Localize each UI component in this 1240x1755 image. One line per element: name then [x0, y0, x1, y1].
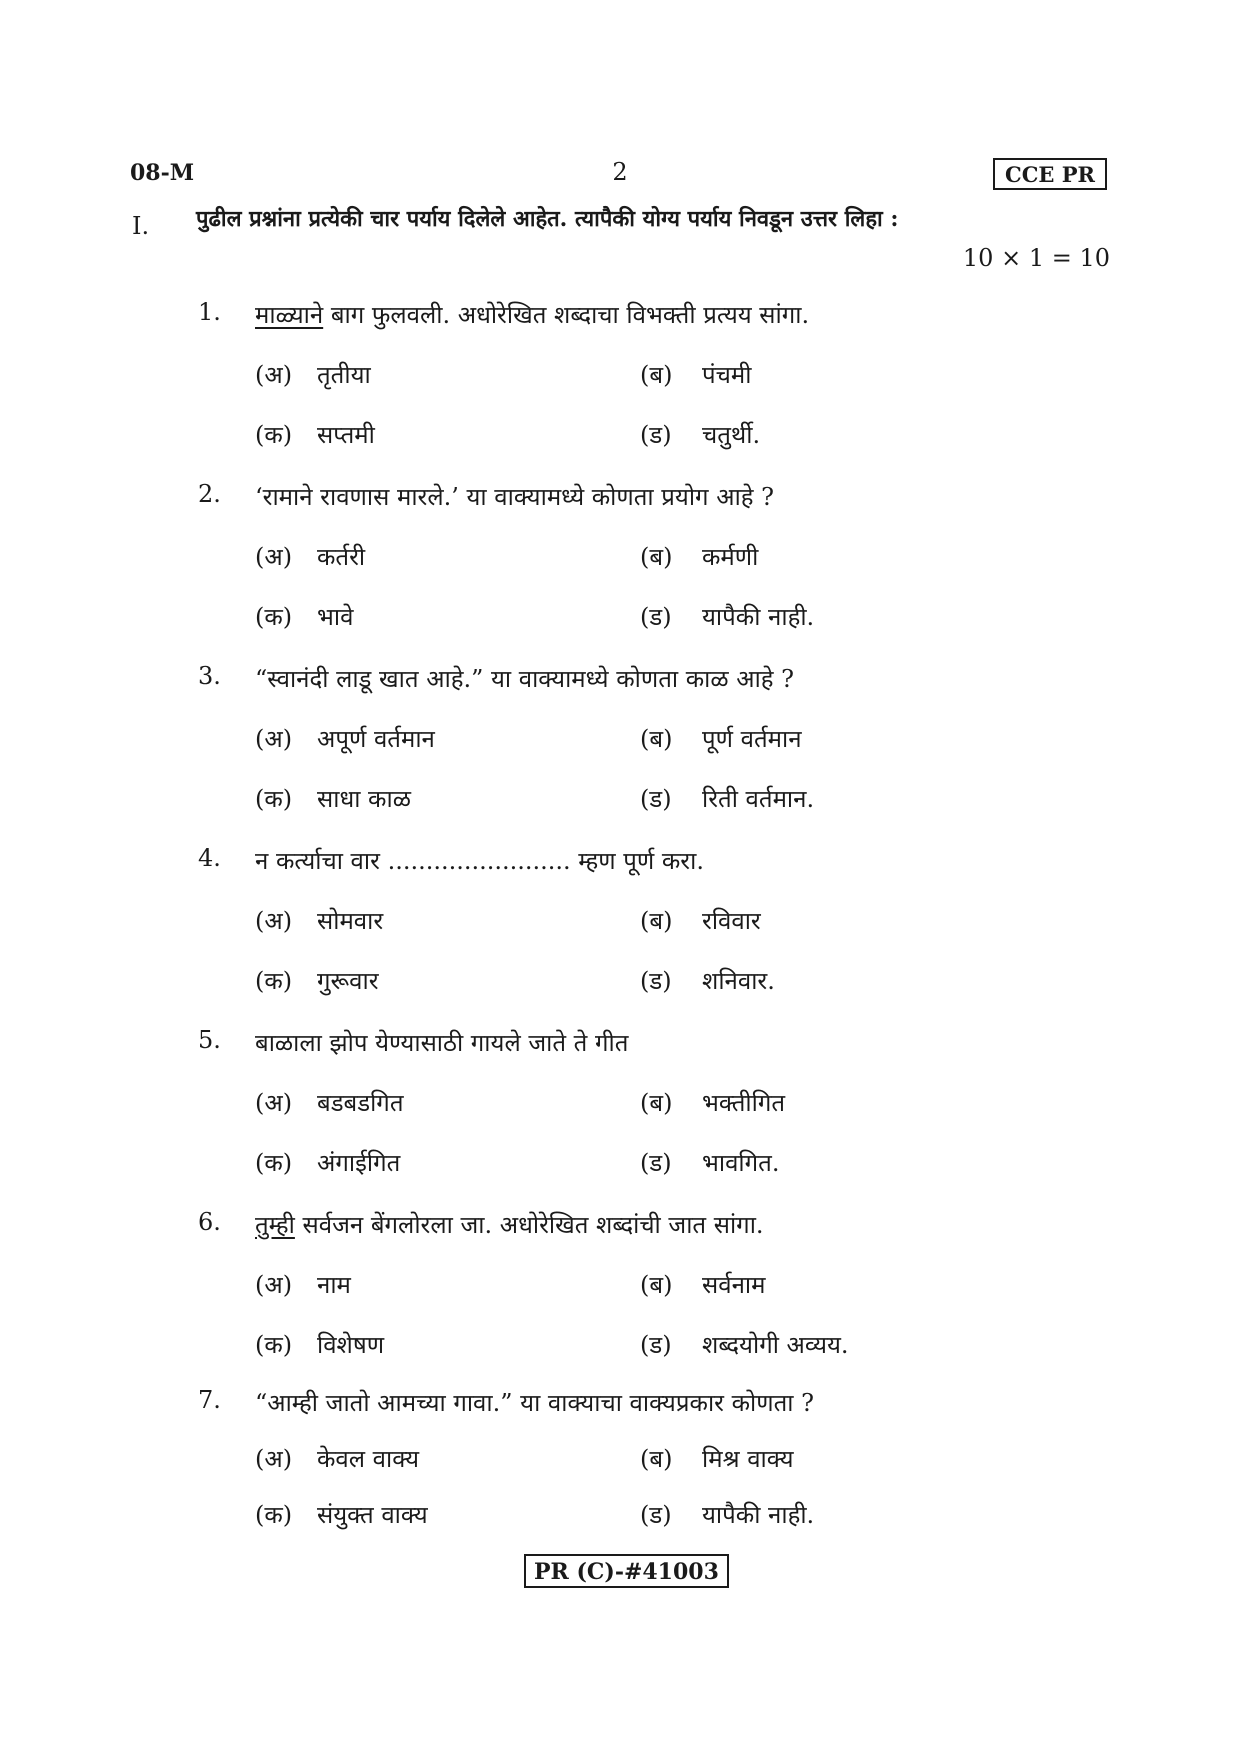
option-text: मिश्र वाक्य	[702, 1445, 794, 1473]
option-text: यापैकी नाही.	[702, 603, 815, 631]
option-label: (क)	[255, 967, 293, 995]
option-label: (ड)	[640, 603, 672, 631]
question-number: 1.	[198, 298, 221, 326]
option-a	[255, 1442, 419, 1475]
option-c	[255, 1146, 400, 1179]
option-label: (अ)	[255, 1089, 293, 1117]
option-text: चतुर्थी.	[702, 421, 761, 449]
option-text: भावगित.	[702, 1149, 780, 1177]
option-b	[640, 1442, 794, 1475]
option-text: संयुक्त वाक्य	[317, 1501, 428, 1529]
option-label: (ब)	[640, 725, 673, 753]
option-label: (ड)	[640, 1149, 672, 1177]
option-text: तृतीया	[317, 361, 371, 389]
option-text: अपूर्ण वर्तमान	[317, 725, 435, 753]
option-text: गुरूवार	[317, 967, 379, 995]
option-label: (ड)	[640, 967, 672, 995]
option-label: (अ)	[255, 1271, 293, 1299]
option-text: सर्वनाम	[702, 1271, 766, 1299]
option-a	[255, 358, 371, 391]
option-label: (क)	[255, 1331, 293, 1359]
question-number: 2.	[198, 480, 221, 508]
option-text: यापैकी नाही.	[702, 1501, 815, 1529]
option-c	[255, 418, 375, 451]
page-number: 2	[612, 158, 628, 186]
option-text: शनिवार.	[702, 967, 775, 995]
option-label: (ब)	[640, 907, 673, 935]
option-label: (अ)	[255, 361, 293, 389]
option-a	[255, 1086, 404, 1119]
question-text	[255, 298, 809, 331]
option-label: (ब)	[640, 1445, 673, 1473]
option-text: साधा काळ	[317, 785, 411, 813]
option-b	[640, 722, 802, 755]
option-text: भावे	[317, 603, 354, 631]
option-b	[640, 1268, 765, 1301]
question-text: ‘रामाने रावणास मारले.’ या वाक्यामध्ये कोणता प्रयोग आहे ?	[255, 483, 774, 511]
question-text: बाळाला झोप येण्यासाठी गायले जाते ते गीत	[255, 1029, 629, 1057]
option-text: सप्तमी	[317, 421, 375, 449]
option-a	[255, 904, 383, 937]
option-d	[640, 782, 814, 815]
option-label: (ब)	[640, 1089, 673, 1117]
option-label: (ड)	[640, 785, 672, 813]
option-text: रविवार	[702, 907, 761, 935]
option-d	[640, 1498, 814, 1531]
option-c	[255, 1328, 384, 1361]
option-label: (ड)	[640, 421, 672, 449]
option-c	[255, 600, 353, 633]
option-c	[255, 964, 379, 997]
option-label: (क)	[255, 785, 293, 813]
option-text: सोमवार	[317, 907, 384, 935]
question-text	[255, 1208, 764, 1241]
option-text: अंगाईगित	[317, 1149, 401, 1177]
option-label: (ब)	[640, 361, 673, 389]
option-d	[640, 1328, 849, 1361]
option-text: नाम	[317, 1271, 351, 1299]
option-a	[255, 540, 365, 573]
underlined-word: माळ्याने	[255, 301, 324, 329]
option-d	[640, 964, 775, 997]
question-number: 5.	[198, 1026, 221, 1054]
option-c	[255, 782, 411, 815]
option-text: भक्तीगित	[702, 1089, 786, 1117]
question-text-rest: सर्वजन बेंगलोरला जा. अधोरेखित शब्दांची जात सांगा.	[294, 1211, 764, 1239]
question-text: न कर्त्याचा वार ........................ म्हण पूर्ण करा.	[255, 847, 704, 875]
option-text: बडबडगित	[317, 1089, 404, 1117]
option-label: (अ)	[255, 543, 293, 571]
question-number: 7.	[198, 1386, 221, 1414]
option-label: (ड)	[640, 1501, 672, 1529]
option-label: (ब)	[640, 543, 673, 571]
option-d	[640, 600, 814, 633]
option-label: (क)	[255, 603, 293, 631]
option-d	[640, 418, 760, 451]
option-b	[640, 904, 761, 937]
option-b	[640, 1086, 785, 1119]
option-a	[255, 1268, 351, 1301]
underlined-word: तुम्ही	[255, 1211, 295, 1239]
cce-pr-box: CCE PR	[993, 158, 1107, 190]
option-text: केवल वाक्य	[317, 1445, 419, 1473]
section-instruction: पुढील प्रश्नांना प्रत्येकी चार पर्याय दिलेले आहेत. त्यापैकी योग्य पर्याय निवडून उत्तर लिहा :	[196, 206, 899, 232]
option-text: विशेषण	[317, 1331, 385, 1359]
option-label: (अ)	[255, 725, 293, 753]
paper-code: 08-M	[130, 160, 195, 186]
question-text-rest: बाग फुलवली. अधोरेखित शब्दाचा विभक्ती प्रत्यय सांगा.	[323, 301, 810, 329]
option-label: (ड)	[640, 1331, 672, 1359]
option-text: पंचमी	[702, 361, 752, 389]
option-label: (क)	[255, 1501, 293, 1529]
option-b	[640, 358, 751, 391]
option-d	[640, 1146, 779, 1179]
option-text: कर्मणी	[702, 543, 759, 571]
question-text: “आम्ही जातो आमच्या गावा.” या वाक्याचा वाक्यप्रकार कोणता ?	[255, 1389, 814, 1417]
option-label: (क)	[255, 421, 293, 449]
option-c	[255, 1498, 428, 1531]
option-text: पूर्ण वर्तमान	[702, 725, 802, 753]
option-b	[640, 540, 758, 573]
section-marks: 10 × 1 = 10	[962, 244, 1110, 272]
option-label: (अ)	[255, 907, 293, 935]
question-number: 3.	[198, 662, 221, 690]
option-text: शब्दयोगी अव्यय.	[702, 1331, 849, 1359]
question-text: “स्वानंदी लाडू खात आहे.” या वाक्यामध्ये कोणता काळ आहे ?	[255, 665, 795, 693]
option-text: रिती वर्तमान.	[702, 785, 815, 813]
option-label: (ब)	[640, 1271, 673, 1299]
footer-code-box: PR (C)-#41003	[524, 1554, 729, 1588]
option-label: (अ)	[255, 1445, 293, 1473]
question-number: 6.	[198, 1208, 221, 1236]
section-number: I.	[132, 212, 150, 240]
option-a	[255, 722, 435, 755]
option-label: (क)	[255, 1149, 293, 1177]
option-text: कर्तरी	[317, 543, 366, 571]
question-number: 4.	[198, 844, 221, 872]
